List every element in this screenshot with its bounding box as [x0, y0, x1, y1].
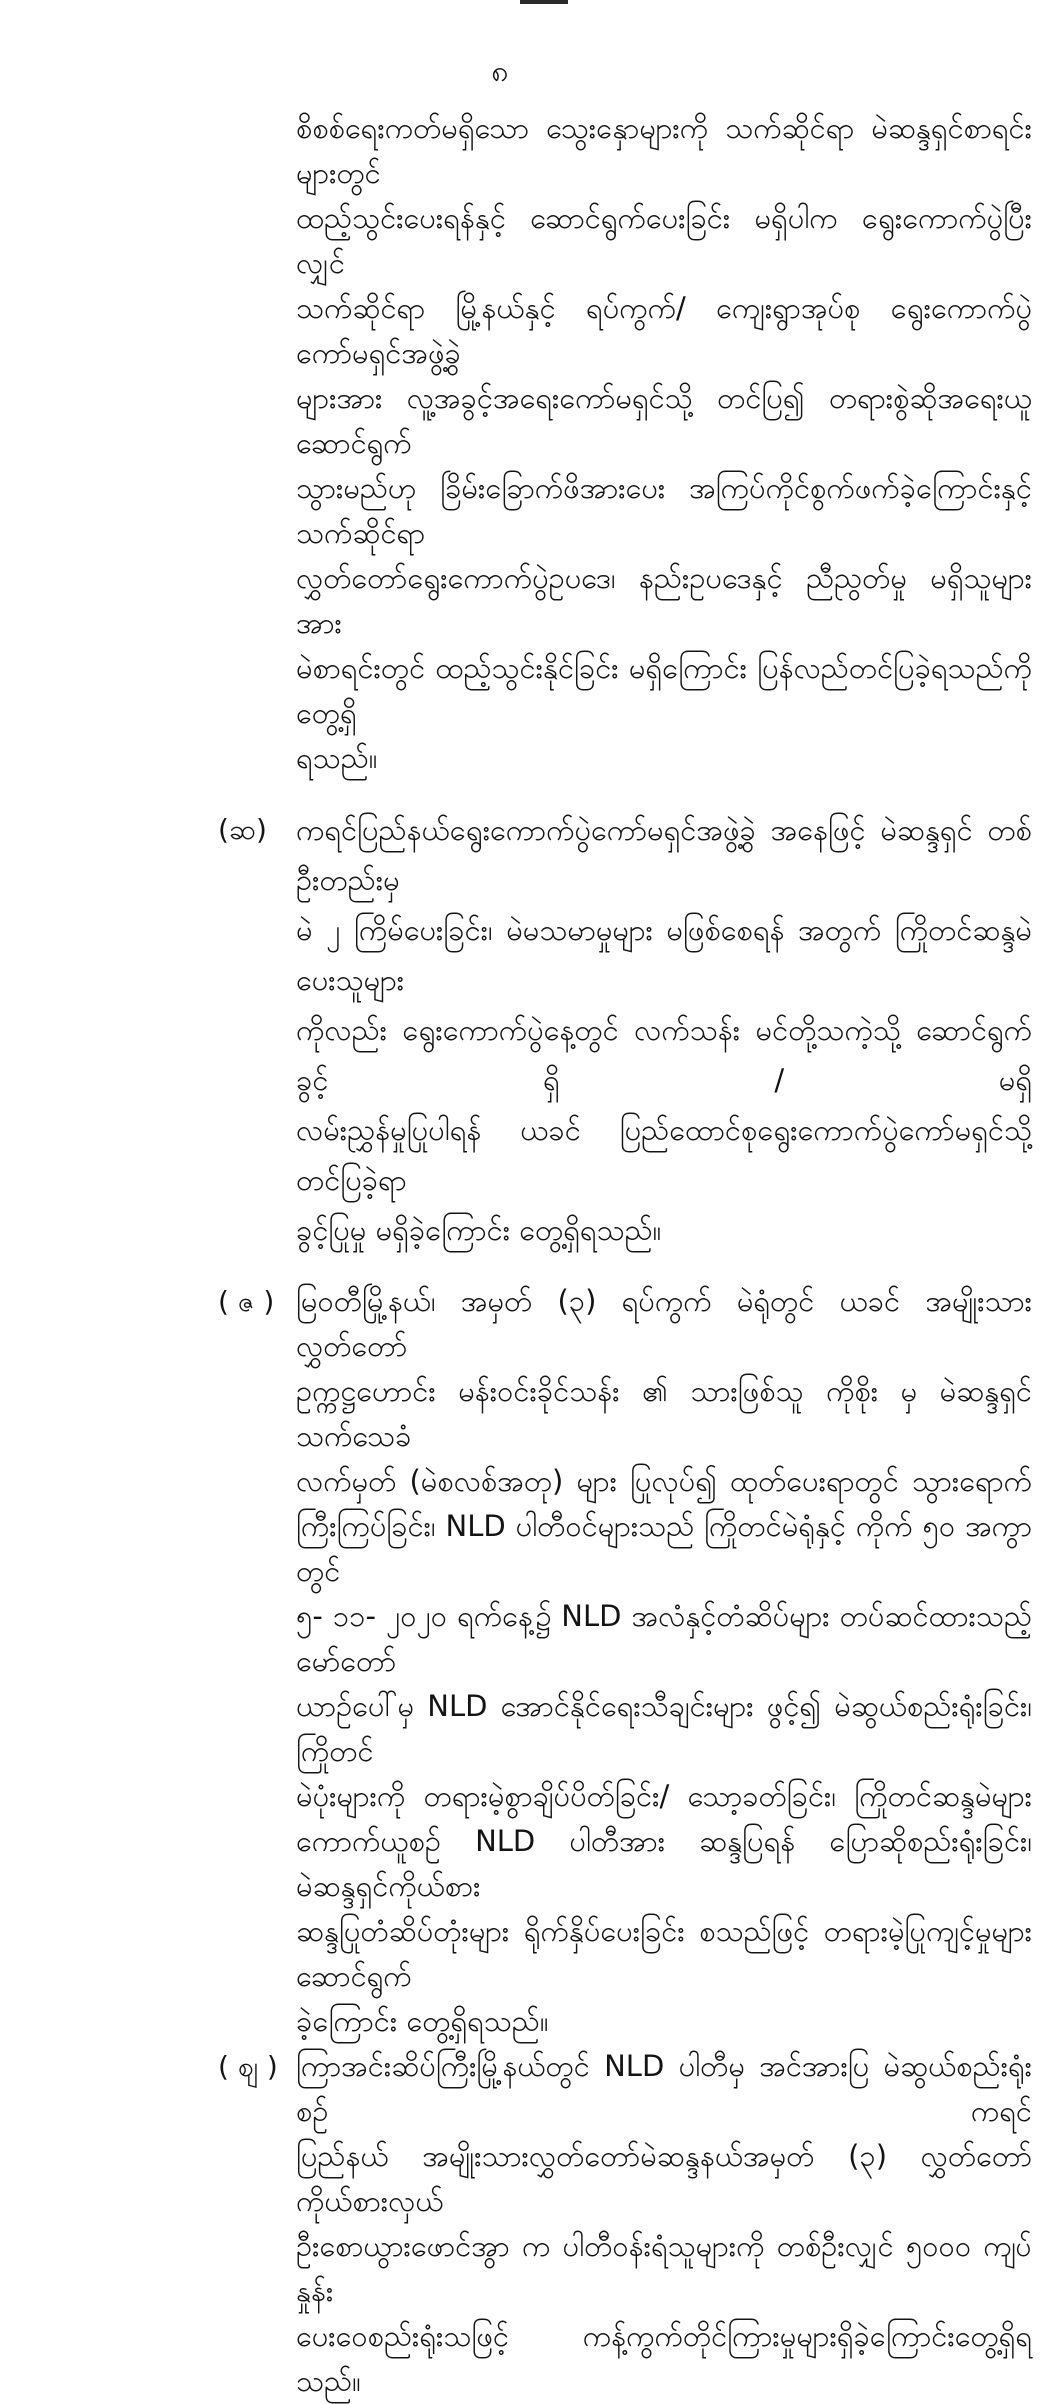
text-line: ပြည်နယ် အမျိုးသားလွှတ်တော်မဲဆန္ဒနယ်အမှတ် (၃) လွှတ်တော်ကိုယ်စားလှယ် — [296, 2139, 1032, 2218]
text-line: မဲ ၂ ကြိမ်ပေးခြင်း၊ မဲမသမာမှုများ မဖြစ်စေရန် အတွက် ကြိုတင်ဆန္ဒမဲပေးသူများ — [296, 913, 1032, 997]
paragraph — [218, 106, 1032, 781]
paragraph-label: (ဆ) — [218, 813, 267, 846]
document-body — [218, 106, 1032, 2404]
text-line: ၅- ၁၁- ၂၀၂၀ ရက်နေ့၌ NLD အလံနှင့်တံဆိပ်များ တပ်ဆင်ထားသည့် မော်တော် — [296, 1599, 1032, 1678]
text-line: ဆန္ဒပြုတံဆိပ်တုံးများ ရိုက်နှိပ်ပေးခြင်း စသည်ဖြင့် တရားမဲ့ပြုကျင့်မှုများ ဆောင်ရွက် — [296, 1914, 1032, 1993]
scan-artifact-mark — [520, 0, 568, 4]
text-line: ဥက္ကဋ္ဌဟောင်း မန်းဝင်းခိုင်သန်း ၏ သားဖြစ်သူ ကိုစိုး မှ မဲဆန္ဒရှင်သက်သေခံ — [296, 1374, 1032, 1453]
paragraph — [218, 2044, 1032, 2404]
paragraph-text — [296, 805, 1032, 1255]
text-line: လက်မှတ် (မဲစလစ်အတု) များ ပြုလုပ်၍ ထုတ်ပေးရာတွင် သွားရောက် — [296, 1464, 1032, 1498]
text-line: ယာဉ်ပေါ်မှ NLD အောင်နိုင်ရေးသီချင်းများ ဖွင့်၍ မဲဆွယ်စည်းရုံးခြင်း၊ ကြိုတင် — [296, 1689, 1032, 1768]
text-line: သွားမည်ဟု ခြိမ်းခြောက်ဖိအားပေး အကြပ်ကိုင်စွက်ဖက်ခဲ့ကြောင်းနှင့် သက်ဆိုင်ရာ — [296, 471, 1032, 550]
text-line: ကရင်ပြည်နယ်ရွေးကောက်ပွဲကော်မရှင်အဖွဲ့ခွဲ အနေဖြင့် မဲဆန္ဒရှင် တစ်ဦးတည်းမှ — [296, 813, 1032, 897]
text-line: ကောက်ယူစဉ် NLD ပါတီအား ဆန္ဒပြရန် ပြောဆိုစည်းရုံးခြင်း၊ မဲဆန္ဒရှင်ကိုယ်စား — [296, 1824, 1032, 1903]
paragraph — [218, 805, 1032, 1255]
text-line: မြဝတီမြို့နယ်၊ အမှတ် (၃) ရပ်ကွက် မဲရုံတွင် ယခင် အမျိုးသားလွှတ်တော် — [296, 1284, 1032, 1363]
paragraph-label: ( ဇ ) — [218, 1285, 275, 1318]
text-line: ဦးစောယွားဖောင်အွာ က ပါတီဝန်းရံသူများကို တစ်ဦးလျှင် ၅၀၀၀ ကျပ်နှုန်း — [296, 2229, 1032, 2308]
text-line: လမ်းညွှန်မှုပြုပါရန် ယခင် ပြည်ထောင်စုရွေးကောက်ပွဲကော်မရှင်သို့ တင်ပြခဲ့ရာ — [296, 1113, 1032, 1197]
text-line: သက်ဆိုင်ရာ မြို့နယ်နှင့် ရပ်ကွက်/ ကျေးရွာအုပ်စု ရွေးကောက်ပွဲကော်မရှင်အဖွဲ့ခွဲ — [296, 291, 1032, 370]
text-line: လွှတ်တော်ရွေးကောက်ပွဲဥပဒေ၊ နည်းဥပဒေနှင့် ညီညွတ်မှု မရှိသူများအား — [296, 561, 1032, 640]
paragraph-text — [296, 106, 1032, 781]
text-line: မဲပုံးများကို တရားမဲ့စွာချိပ်ပိတ်ခြင်း/ သော့ခတ်ခြင်း၊ ကြိုတင်ဆန္ဒမဲများ — [296, 1779, 1032, 1813]
text-line: ကိုလည်း ရွေးကောက်ပွဲနေ့တွင် လက်သန်း မင်တို့သကဲ့သို့ ဆောင်ရွက်ခွင့် ရှိ / မရှိ — [296, 1013, 1032, 1097]
text-line: များအား လူ့အခွင့်အရေးကော်မရှင်သို့ တင်ပြ၍ တရားစွဲဆိုအရေးယူ ဆောင်ရွက် — [296, 381, 1032, 460]
text-line: ရသည်။ — [296, 741, 378, 775]
page-number: ၈ — [491, 54, 509, 89]
text-line: ခဲ့ကြောင်း တွေ့ရှိရသည်။ — [296, 2004, 549, 2038]
text-line: စိစစ်ရေးကတ်မရှိသော သွေးနှောများကို သက်ဆိုင်ရာ မဲဆန္ဒရှင်စာရင်းများတွင် — [296, 111, 1032, 190]
paragraph-text — [296, 1279, 1032, 2044]
text-line: မဲစာရင်းတွင် ထည့်သွင်းနိုင်ခြင်း မရှိကြောင်း ပြန်လည်တင်ပြခဲ့ရသည်ကို တွေ့ရှိ — [296, 651, 1032, 730]
paragraph — [218, 1279, 1032, 2044]
paragraph-label: ( စျ ) — [218, 2050, 278, 2083]
paragraph-text — [296, 2044, 1032, 2404]
text-line: ထည့်သွင်းပေးရန်နှင့် ဆောင်ရွက်ပေးခြင်း မရှိပါက ရွေးကောက်ပွဲပြီးလျှင် — [296, 201, 1032, 280]
text-line: ခွင့်ပြုမှု မရှိခဲ့ကြောင်း တွေ့ရှိရသည်။ — [296, 1213, 662, 1247]
text-line: ပေးဝေစည်းရုံးသဖြင့် ကန့်ကွက်တိုင်ကြားမှုများရှိခဲ့ကြောင်းတွေ့ရှိရသည်။ — [296, 2319, 1032, 2398]
text-line: ကြီးကြပ်ခြင်း၊ NLD ပါတီဝင်များသည် ကြိုတင်မဲရုံနှင့် ကိုက် ၅၀ အကွာတွင် — [296, 1509, 1032, 1588]
text-line: ကြာအင်းဆိပ်ကြီးမြို့နယ်တွင် NLD ပါတီမှ အင်အားပြ မဲဆွယ်စည်းရုံးစဉ် ကရင် — [296, 2049, 1032, 2128]
